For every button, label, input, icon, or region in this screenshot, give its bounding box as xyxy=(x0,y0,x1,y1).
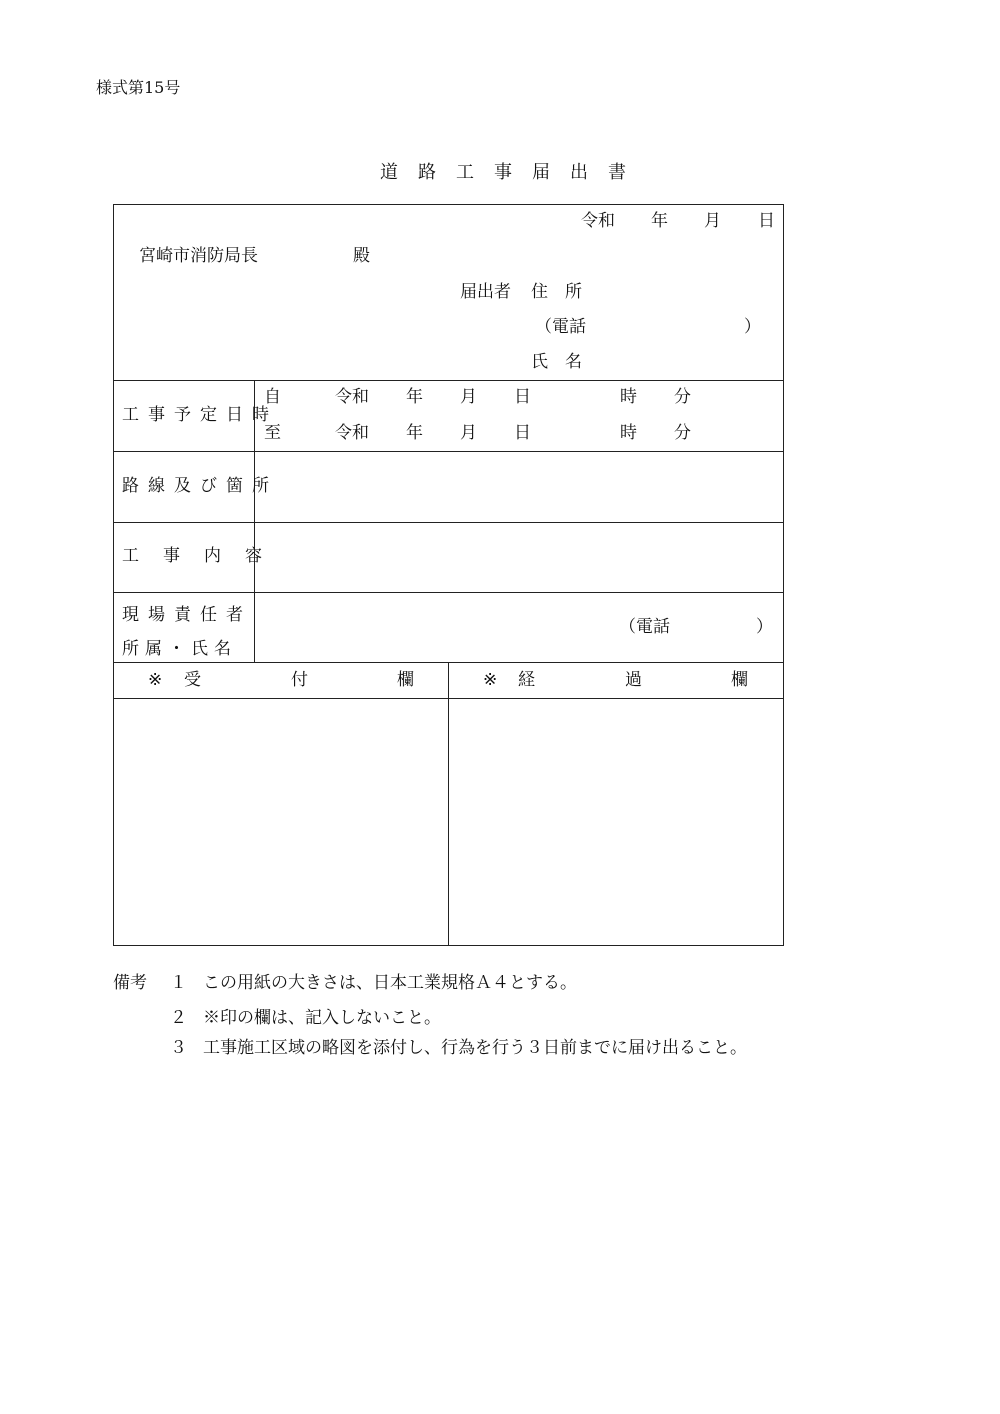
route-label: 路線及び箇所 xyxy=(122,476,278,496)
notes-label: 備考 xyxy=(113,973,147,993)
note-2-number: ２ xyxy=(170,1008,187,1028)
name-label: 氏 名 xyxy=(531,352,582,372)
supervisor-label-line1: 現場責任者 xyxy=(122,605,252,625)
to-month-unit: 月 xyxy=(460,423,477,443)
progress-char-2: 過 xyxy=(625,670,642,690)
from-year-unit: 年 xyxy=(406,387,423,407)
note-1-text: この用紙の大きさは、日本工業規格Ａ４とする。 xyxy=(203,973,577,993)
progress-char-1: 経 xyxy=(518,670,535,690)
addressee: 宮崎市消防局長 xyxy=(139,246,258,266)
from-day-unit: 日 xyxy=(514,387,531,407)
divider-route xyxy=(113,522,784,523)
reception-char-1: 受 xyxy=(184,670,201,690)
reception-mark: ※ xyxy=(148,670,163,690)
note-2-text: ※印の欄は、記入しないこと。 xyxy=(203,1008,441,1028)
reception-char-2: 付 xyxy=(291,670,308,690)
progress-char-3: 欄 xyxy=(731,670,748,690)
from-label: 自 xyxy=(264,387,281,407)
date-era: 令和 xyxy=(581,211,615,231)
from-minute-unit: 分 xyxy=(674,387,691,407)
supervisor-phone-open: （電話 xyxy=(619,617,670,637)
progress-mark: ※ xyxy=(483,670,498,690)
divider-header xyxy=(113,380,784,381)
from-era: 令和 xyxy=(335,387,369,407)
note-1-number: １ xyxy=(170,973,187,993)
to-minute-unit: 分 xyxy=(674,423,691,443)
to-hour-unit: 時 xyxy=(620,423,637,443)
supervisor-label-line2: 所属・氏名 xyxy=(122,639,237,659)
honorific: 殿 xyxy=(353,246,370,266)
address-label: 住 所 xyxy=(531,282,582,302)
from-month-unit: 月 xyxy=(460,387,477,407)
to-year-unit: 年 xyxy=(406,423,423,443)
content-label: 工事内容 xyxy=(122,546,286,566)
to-label: 至 xyxy=(264,423,281,443)
supervisor-phone-close: ） xyxy=(756,617,773,637)
divider-content xyxy=(113,592,784,593)
to-era: 令和 xyxy=(335,423,369,443)
date-day-unit: 日 xyxy=(758,211,775,231)
date-year-unit: 年 xyxy=(651,211,668,231)
to-day-unit: 日 xyxy=(514,423,531,443)
schedule-label: 工事予定日時 xyxy=(122,405,278,425)
date-month-unit: 月 xyxy=(704,211,721,231)
center-column-divider xyxy=(448,662,449,946)
applicant-label: 届出者 xyxy=(460,282,511,302)
note-3-number: ３ xyxy=(170,1038,187,1058)
phone-close: ） xyxy=(744,317,761,337)
from-hour-unit: 時 xyxy=(620,387,637,407)
form-number: 様式第15号 xyxy=(96,78,181,97)
reception-char-3: 欄 xyxy=(397,670,414,690)
phone-open: （電話 xyxy=(535,317,586,337)
form-title: 道路工事届出書 xyxy=(380,162,646,183)
note-3-text: 工事施工区域の略図を添付し、行為を行う３日前までに届け出ること。 xyxy=(203,1038,747,1058)
divider-schedule xyxy=(113,451,784,452)
